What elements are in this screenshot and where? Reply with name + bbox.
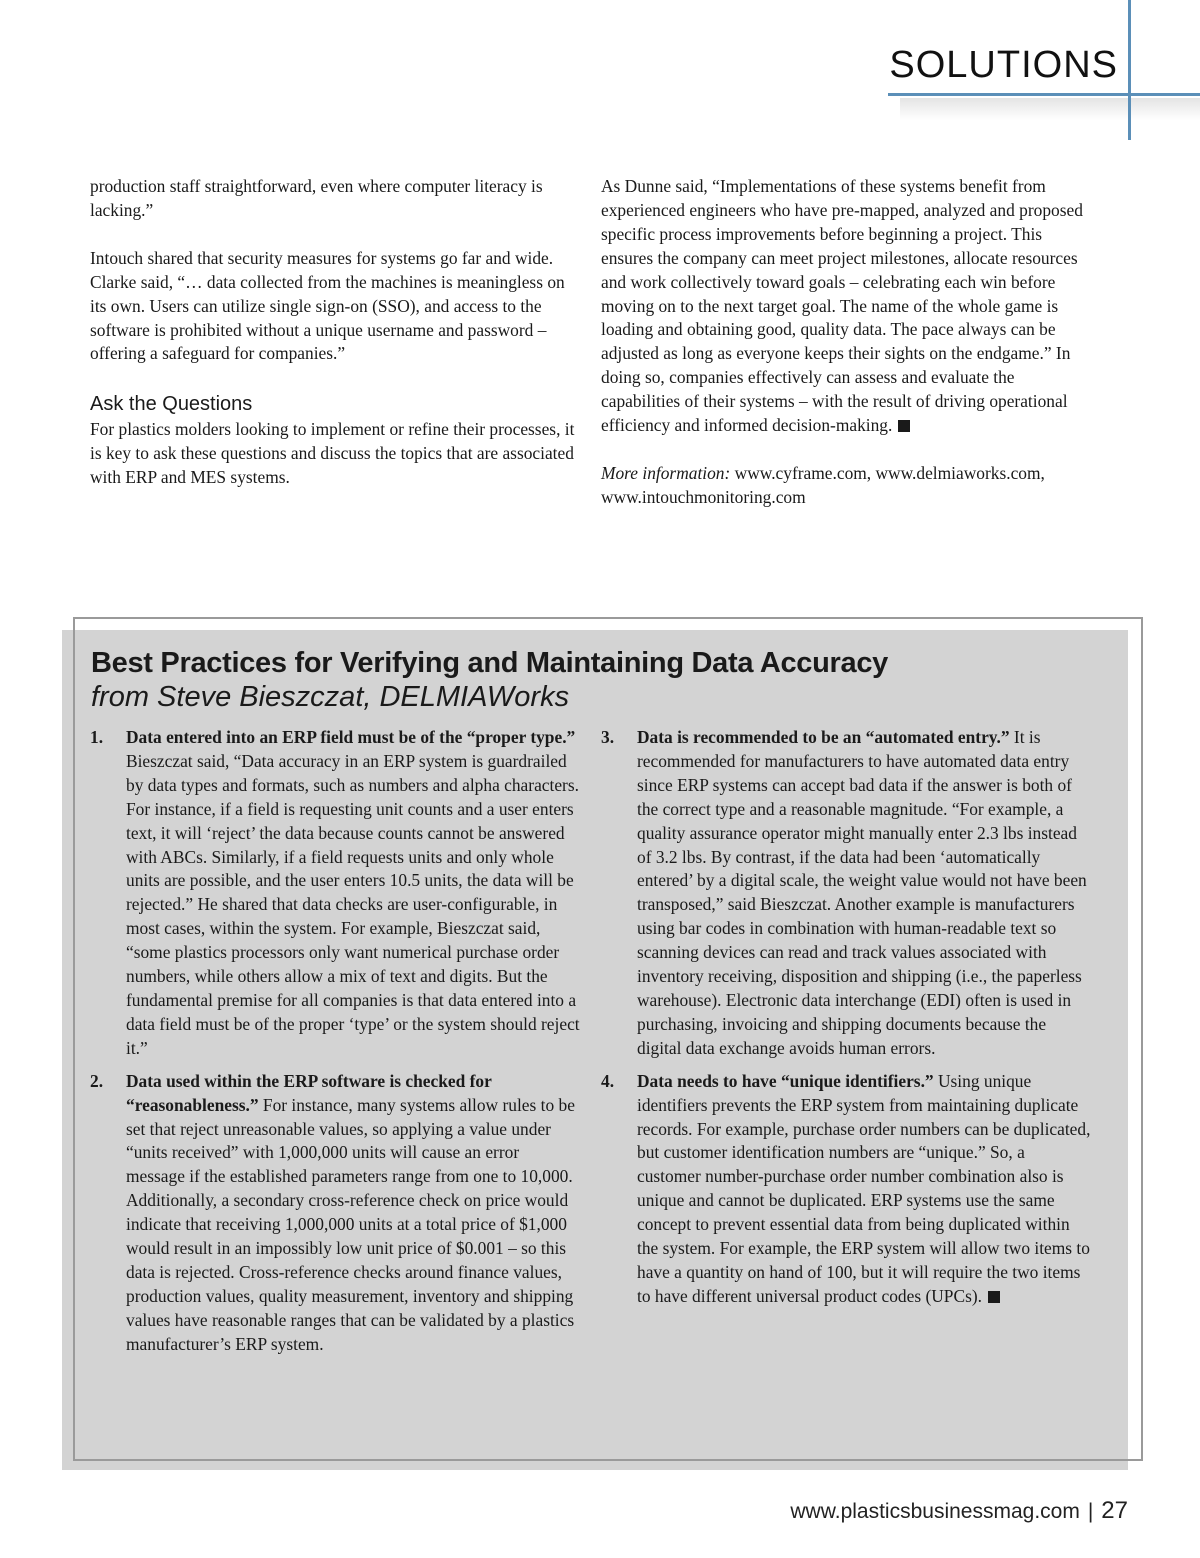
header-vertical-rule (1128, 0, 1131, 140)
page-number: 27 (1101, 1497, 1128, 1524)
list-item (90, 1070, 580, 1357)
list-item-number: 1. (90, 727, 104, 747)
list-item (601, 1070, 1091, 1309)
list-item (90, 726, 580, 1061)
end-of-sidebar-icon (988, 1291, 1000, 1303)
list-item-number: 3. (601, 727, 615, 747)
list-item-lead: Data used within the ERP software is checked for “reasonableness.” (126, 1070, 492, 1115)
paragraph: For plastics molders looking to implement or refine their processes, it is key to ask these questions and discuss the topics that are associated with ERP and MES systems. (90, 419, 575, 488)
list-item-number: 2. (90, 1070, 104, 1091)
list-item-text: Using unique identifiers prevents the ERP system from maintaining duplicate records. For example, purchase order numbers can be duplicated, but customer identification numbers are “unique.” So, a customer number-purchase order number combination also is unique and cannot be duplicated. ERP systems use the same concept to prevent essential data from being duplicated within the system. For example, the ERP system will allow two items to have a quantity on hand of 100, but it will require the two items to have different universal product codes (UPCs). (637, 1070, 1091, 1306)
more-information-links: www.cyframe.com, www.delmiaworks.com, www.intouchmonitoring.com (601, 462, 1045, 507)
list-item-body (637, 1070, 1091, 1309)
list-item-text: It is recommended for manufacturers to have automated data entry since ERP systems can accept bad data if the answer is both of the correct type and a reasonable magnitude. “For example, a quality assurance operator might manually enter 2.3 lbs instead of 3.2 lbs. By contrast, if the data had been ‘automatically entered’ by a digital scale, the weight value would not have been transposed,” said Bieszczat. Another example is manufacturers using bar codes in combination with human-readable text so scanning devices can read and track values associated with inventory receiving, disposition and shipping (i.e., the paperless warehouse). Electronic data interchange (EDI) often is used in purchasing, invoicing and shipping documents because the digital data exchange avoids human errors. (637, 727, 1087, 1058)
subheading: Ask the Questions (90, 393, 253, 416)
list-item-body (126, 1070, 580, 1357)
sidebar-column-right (601, 726, 1091, 1318)
page-footer (790, 1497, 1128, 1525)
section-label: SOLUTIONS (889, 44, 1118, 86)
paragraph (601, 175, 1086, 438)
list-item-text: For instance, many systems allow rules to be set that reject unreasonable values, so applying a value under “units received” with 1,000,000 units will cause an error message if the established parameters range from one to 10,000. Additionally, a secondary cross-reference check on price would indicate that receiving 1,000,000 units at a total price of $1,000 would result in an impossibly low unit price of $0.001 – so this data is rejected. Cross-reference checks around finance values, production values, quality measurement, inventory and shipping values have reasonable ranges that can be validated by a plastics manufacturer’s ERP system. (126, 1094, 575, 1354)
list-item-body (637, 726, 1091, 1061)
list-item-lead: Data needs to have “unique identifiers.” (637, 1070, 934, 1091)
header-rule (888, 93, 1200, 96)
paragraph: Intouch shared that security measures for systems go far and wide. Clarke said, “… data collected from the machines is meaningless on its own. Users can utilize single sign-on (SSO), and access to the software is prohibited without a unique username and password – offering a safeguard for companies.” (90, 247, 565, 364)
header-shadow (900, 98, 1200, 120)
list-item-lead: Data is recommended to be an “automated entry.” (637, 727, 1010, 747)
paragraph: production staff straightforward, even where computer literacy is lacking.” (90, 176, 543, 220)
more-information-label: More information: (601, 462, 731, 483)
sidebar-column-left (90, 726, 580, 1366)
list-item-lead: Data entered into an ERP field must be of the “proper type.” (126, 727, 576, 747)
article-column-left (90, 175, 580, 514)
list-item (601, 726, 1091, 1061)
list-item-number: 4. (601, 1070, 615, 1091)
sidebar-title: Best Practices for Verifying and Maintaining Data Accuracy (91, 647, 889, 679)
footer-website-link[interactable]: www.plasticsbusinessmag.com (790, 1500, 1080, 1523)
sidebar-subtitle: from Steve Bieszczat, DELMIAWorks (91, 681, 570, 713)
list-item-body (126, 726, 580, 1061)
article-column-right (601, 175, 1086, 534)
footer-separator: | (1087, 1500, 1094, 1523)
more-information (601, 462, 1086, 510)
paragraph-text: As Dunne said, “Implementations of these systems benefit from experienced engineers who have pre-mapped, analyzed and proposed specific process improvements before beginning a project. This ensures the company can meet project milestones, allocate resources and work collectively toward goals – celebrating each win before moving on to the next target goal. The name of the whole game is loading and obtaining good, quality data. The pace always can be adjusted as long as everyone keeps their sights on the endgame.” In doing so, companies effectively can assess and evaluate the capabilities of their systems – with the result of driving operational efficiency and informed decision-making. (601, 176, 1083, 436)
end-of-article-icon (898, 420, 910, 432)
list-item-text: Bieszczat said, “Data accuracy in an ERP system is guardrailed by data types and formats, such as numbers and alpha characters. For instance, if a field is requesting unit counts and a user enters text, it will ‘reject’ the data because counts cannot be answered with ABCs. Similarly, if a field requests units and only whole units are possible, and the user enters 10.5 units, the data will be rejected.” He shared that data checks are user-configurable, in most cases, within the system. For example, Bieszczat said, “some plastics processors only want numerical purchase order numbers, while others allow a mix of text and digits. But the fundamental premise for all companies is that data entered into a data field must be of the proper ‘type’ or the system should reject it.” (126, 750, 580, 1058)
